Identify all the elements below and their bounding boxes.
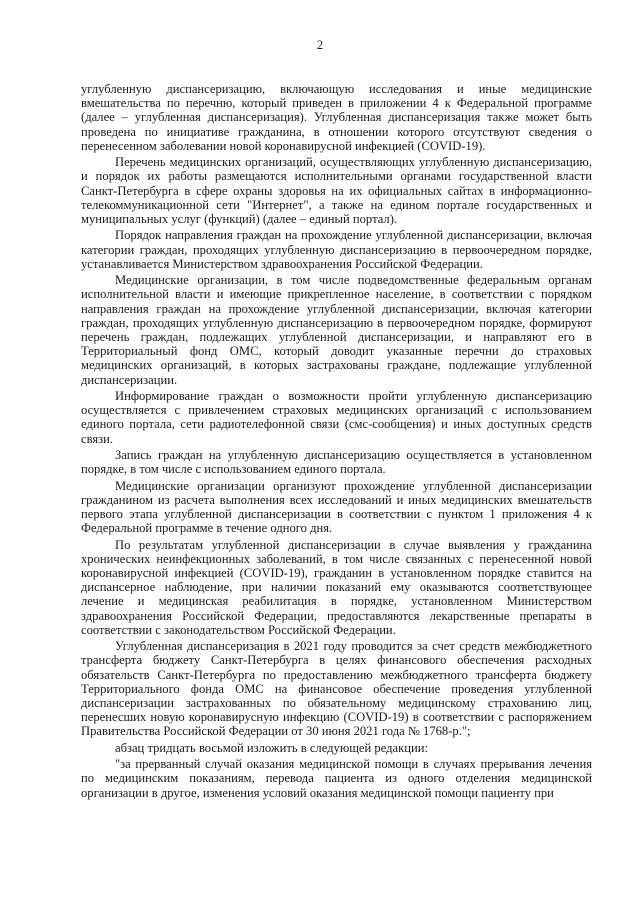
paragraph: Информирование граждан о возможности пройти углубленную диспансеризацию осуществляется с привлечением страховых медицинских организаций с использованием единого портала, сети радиотелефонной связи (смс-сообщения) и иных доступных средств связи. bbox=[81, 389, 592, 446]
paragraph: углубленную диспансеризацию, включающую исследования и иные медицинские вмешательства по перечню, который приведен в приложении 4 к Федеральной программе (далее – углубленная диспансеризация). Углубленная диспансеризация также может быть проведена по инициативе гражданина, в отношении которого отсутствуют сведения о перенесенном заболевании новой коронавирусной инфекцией (COVID-19). bbox=[81, 82, 592, 153]
paragraph: Запись граждан на углубленную диспансеризацию осуществляется в установленном порядке, в том числе с использованием единого портала. bbox=[81, 448, 592, 477]
paragraph: Медицинские организации организуют прохождение углубленной диспансеризации гражданином из расчета выполнения всех исследований и иных медицинских вмешательств первого этапа углубленной диспансеризации в соответствии с пунктом 1 приложения 4 к Федеральной программе в течение одного дня. bbox=[81, 478, 592, 536]
paragraph: абзац тридцать восьмой изложить в следующей редакции: bbox=[115, 740, 428, 755]
paragraph: По результатам углубленной диспансеризации в случае выявления у гражданина хронических неинфекционных заболеваний, в том числе связанных с перенесенной новой коронавирусной инфекцией (COVID-19), гражданин в установленном порядке ставится на диспансерное наблюдение, при наличии показаний ему оказываются соответствующее лечение и медицинская реабилитация в порядке, установленном Министерством здравоохранения Российской Федерации, предоставляются лекарственные препараты в соответствии с законодательством Российской Федерации. bbox=[81, 537, 592, 637]
paragraph: Медицинские организации, в том числе подведомственные федеральным органам исполнительной власти и имеющие прикрепленное население, в соответствии с порядком направления граждан на прохождение углубленной диспансеризации, включая категории граждан, проходящих углубленную диспансеризацию в первоочередном порядке, формируют перечень граждан, подлежащих углубленной диспансеризации, и направляют его в Территориальный фонд ОМС, который доводит указанные перечни до страховых медицинских организаций, в которых застрахованы граждане, подлежащие углубленной диспансеризации. bbox=[81, 273, 592, 387]
page-number: 2 bbox=[316, 38, 324, 52]
paragraph: Углубленная диспансеризация в 2021 году проводится за счет средств межбюджетного трансферта бюджету Санкт-Петербурга в целях финансового обеспечения расходных обязательств Санкт-Петербурга по предоставлению межбюджетного трансферта бюджету Территориального фонда ОМС на финансовое обеспечение проведения углубленной диспансеризации застрахованных по обязательному медицинскому страхованию лиц, перенесших новую коронавирусную инфекцию (COVID-19) в соответствии с распоряжением Правительства Российской Федерации от 30 июня 2021 года № 1768-р."; bbox=[81, 639, 592, 739]
paragraph: Перечень медицинских организаций, осуществляющих углубленную диспансеризацию, и порядок их работы размещаются исполнительными органами государственной власти Санкт-Петербурга в сфере охраны здоровья на их официальных сайтах в информационно-телекоммуникационной сети "Интернет", а также на едином портале государственных и муниципальных услуг (функций) (далее – единый портал). bbox=[81, 155, 592, 227]
document-body bbox=[81, 82, 592, 800]
paragraph: Порядок направления граждан на прохождение углубленной диспансеризации, включая категории граждан, проходящих углубленную диспансеризацию в первоочередном порядке, устанавливается Министерством здравоохранения Российской Федерации. bbox=[81, 228, 592, 271]
paragraph: "за прерванный случай оказания медицинской помощи в случаях прерывания лечения по медицинским показаниям, перевода пациента из одного отделения медицинской организации в другое, изменения условий оказания медицинской помощи пациенту при bbox=[81, 757, 592, 800]
